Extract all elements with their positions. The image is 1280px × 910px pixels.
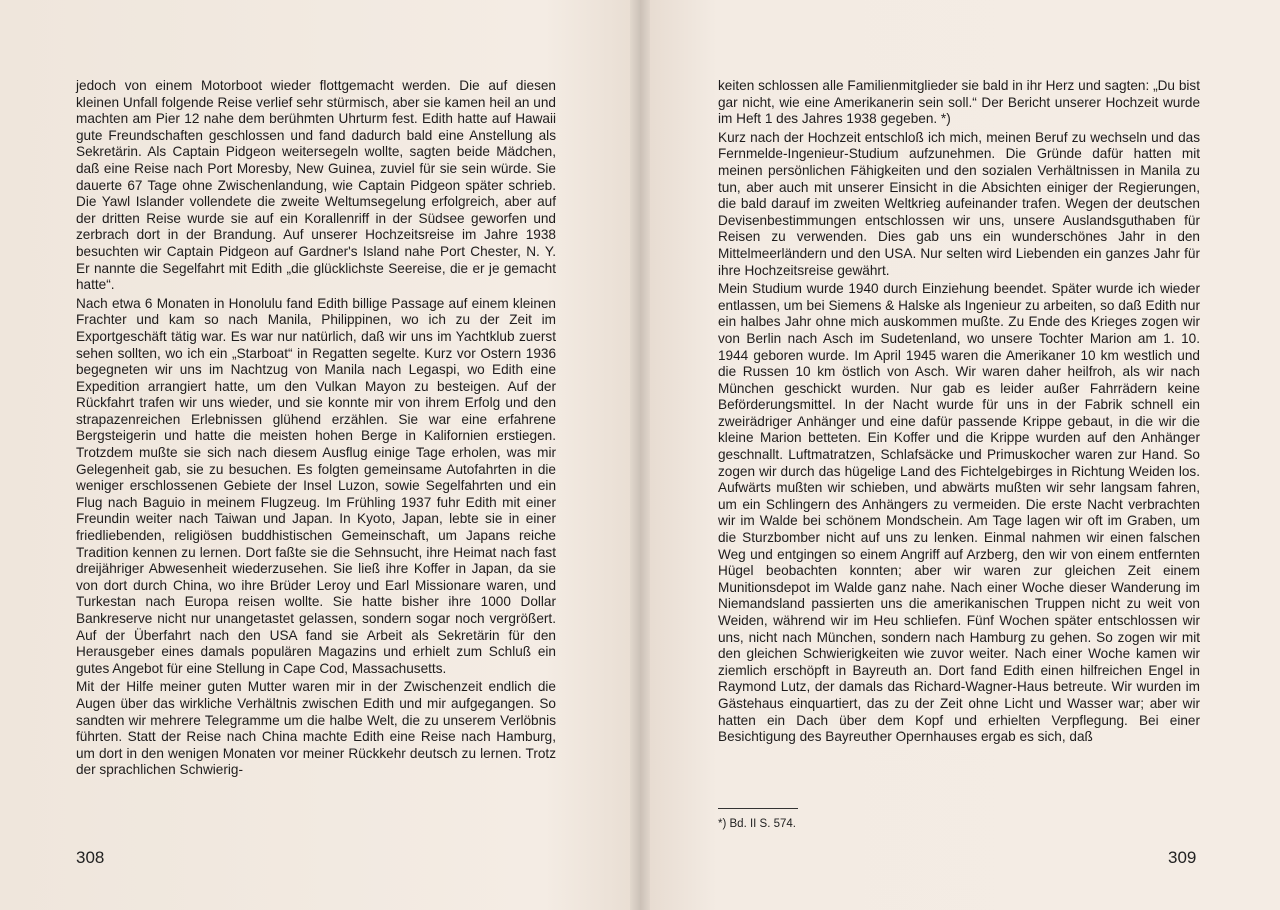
paragraph: Nach etwa 6 Monaten in Honolulu fand Edith billige Passage auf einem kleinen Frachter und kam so nach Manila, Philippinen, wo ich zu der Zeit im Exportgeschäft tätig war. Es war nur natürlich, daß wir uns im Yachtklub zuerst sehen sollten, wo ich ein „Starboat“ in Regatten segelte. Kurz vor Ostern 1936 begegneten wir uns im Nachtzug von Manila nach Legaspi, wo Edith eine Expedition arrangiert hatte, um den Vulkan Mayon zu besteigen. Auf der Rückfahrt trafen wir uns wieder, und sie konnte mir von ihrem Erfolg und den strapazenreichen Erlebnissen glühend erzählen. Sie war eine erfahrene Bergsteigerin und hatte die meisten hohen Berge in Kalifornien erstiegen. Trotzdem mußte sie sich nach diesem Ausflug einige Tage erholen, was mir Gelegenheit gab, sie zu besuchen. Es folgten gemeinsame Autofahrten in die weniger erschlossenen Gebiete der Insel Luzon, sowie Segelfahrten und ein Flug nach Baguio in meinem Flugzeug. Im Frühling 1937 fuhr Edith mit einer Freundin weiter nach Taiwan und Japan. In Kyoto, Japan, lebte sie in einer friedliebenden, religiösen buddhistischen Gemeinschaft, um Japans reiche Tradition kennen zu lernen. Dort faßte sie die Sehnsucht, ihre Heimat nach fast dreijähriger Abwesenheit wiederzusehen. Sie ließ ihre Koffer in Japan, da sie von dort durch China, wo ihre Brüder Leroy und Earl Missionare waren, und Turkestan nach Europa reisen wollte. Sie hatte bisher ihre 1000 Dollar Bankreserve nicht nur unangetastet gelassen, sondern sogar noch vergrößert. Auf der Überfahrt nach den USA fand sie Arbeit als Sekretärin für den Herausgeber eines damals populären Magazins und erhielt zum Schluß ein gutes Angebot für eine Stellung in Cape Cod, Massachusetts. (76, 295, 556, 676)
paragraph: jedoch von einem Motorboot wieder flottgemacht werden. Die auf diesen kleinen Unfall folgende Reise verlief sehr stürmisch, aber sie kamen heil an und machten am Pier 12 nahe dem berühmten Uhrturm fest. Edith hatte auf Hawaii gute Freundschaften geschlossen und fand dadurch bald eine Anstellung als Sekretärin. Als Captain Pidgeon weitersegeln wollte, sagten beide Mädchen, daß eine Reise nach Port Moresby, New Guinea, zuviel für sie sein würde. Sie dauerte 67 Tage ohne Zwischenlandung, wie Captain Pidgeon später schrieb. Die Yawl Islander vollendete die zweite Weltumsegelung erfolgreich, aber auf der dritten Reise wurde sie auf ein Korallenriff in der Südsee geworfen und zerbrach dort in der Brandung. Auf unserer Hochzeitsreise im Jahre 1938 besuchten wir Captain Pidgeon auf Gardner's Island nahe Port Chester, N. Y. Er nannte die Segelfahrt mit Edith „die glücklichste Seereise, die er je gemacht hatte“. (76, 78, 556, 293)
paragraph: Kurz nach der Hochzeit entschloß ich mich, meinen Beruf zu wechseln und das Fernmelde-Ingenieur-Studium aufzunehmen. Die Gründe dafür hatten mit meinen persönlichen Fähigkeiten und den sozialen Verhältnissen in Manila zu tun, aber auch mit unserer Einsicht in die Absichten einiger der Regierungen, die bald darauf im zweiten Weltkrieg aufeinander trafen. Wegen der deutschen Devisenbestimmungen entschlossen wir uns, unsere Auslandsguthaben für Reisen zu verwenden. Dies gab uns ein wunderschönes Jahr in den Mittelmeerländern und den USA. Nur selten wird Liebenden ein ganzes Jahr für ihre Hochzeitsreise gewährt. (718, 129, 1200, 278)
right-page (640, 0, 1280, 910)
book-gutter (630, 0, 650, 910)
page-number: 309 (1168, 848, 1197, 867)
right-page-text (718, 78, 1200, 748)
page-number: 308 (76, 848, 105, 867)
paragraph: keiten schlossen alle Familienmitglieder sie bald in ihr Herz und sagten: „Du bist gar nicht, wie eine Amerikanerin sein soll.“ Der Bericht unserer Hochzeit wurde im Heft 1 des Jahres 1938 gegeben. *) (718, 78, 1200, 127)
left-page-text (76, 78, 556, 781)
footnote-rule (718, 808, 798, 809)
paragraph: Mit der Hilfe meiner guten Mutter waren mir in der Zwischenzeit endlich die Augen über das wirkliche Verhältnis zwischen Edith und mir aufgegangen. So sandten wir mehrere Telegramme um die halbe Welt, die zu unserem Verlöbnis führten. Statt der Reise nach China machte Edith eine Reise nach Hamburg, um dort in den wenigen Monaten vor meiner Rückkehr deutsch zu lernen. Trotz der sprachlichen Schwierig- (76, 679, 556, 778)
footnote: *) Bd. II S. 574. (718, 818, 796, 830)
paragraph: Mein Studium wurde 1940 durch Einziehung beendet. Später wurde ich wieder entlassen, um bei Siemens & Halske als Ingenieur zu arbeiten, so daß Edith nur ein halbes Jahr ohne mich auskommen mußte. Zu Ende des Krieges zogen wir von Berlin nach Asch im Sudetenland, wo unsere Tochter Marion am 1. 10. 1944 geboren wurde. Im April 1945 waren die Amerikaner 10 km westlich und die Russen 10 km östlich von Asch. Wir waren daher heilfroh, als wir nach München geschickt wurden. Nur gab es leider außer Fahrrädern keine Beförderungsmittel. In der Nacht wurde für uns in der Fabrik schnell ein zweirädriger Anhänger und eine dafür passende Krippe gebaut, in die wir die kleine Marion betteten. Ein Koffer und die Krippe wurden auf den Anhänger geschnallt. Luftmatratzen, Schlafsäcke und Primuskocher waren zur Hand. So zogen wir durch das hügelige Land des Fichtelgebirges in Richtung Weiden los. Aufwärts mußten wir schieben, und abwärts mußten wir sehr langsam fahren, um ein Schlingern des Anhängers zu vermeiden. Die erste Nacht verbrachten wir im Walde bei schönem Mondschein. Am Tage lagen wir oft im Graben, um die Sturzbomber nicht auf uns zu lenken. Einmal nahmen wir einen falschen Weg und entgingen so einem Angriff auf Arzberg, den wir von einem entfernten Hügel beobachten konnten; aber wir waren zur gleichen Zeit einem Munitionsdepot im Walde ganz nahe. Nach einer Woche dieser Wanderung im Niemandsland passierten uns die amerikanischen Truppen nicht zu weit von Weiden, während wir im Heu schliefen. Fünf Wochen später entschlossen wir uns, nicht nach München, sondern nach Hamburg zu gehen. So zogen wir mit den gleichen Schwierigkeiten wie zuvor weiter. Nach einer Woche kamen wir ziemlich erschöpft in Bayreuth an. Dort fand Edith einen hilfreichen Engel in Raymond Lutz, der damals das Richard-Wagner-Haus betreute. Wir wurden im Gästehaus einquartiert, das zu der Zeit ohne Licht und Wasser war; aber wir hatten ein Dach über dem Kopf und erhielten Verpflegung. Bei einer Besichtigung des Bayreuther Opernhauses ergab es sich, daß (718, 281, 1200, 745)
